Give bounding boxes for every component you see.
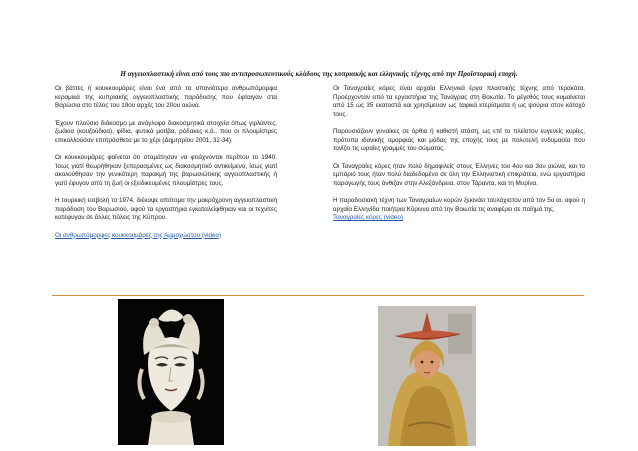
video-link-tanagra[interactable]: Ταναγραίες κόρες (video) (333, 214, 403, 221)
paragraph: Οι βάττες ή κουκκουμάρες είναι ένα από τα σπανιότερα ανθρωπόμορφα κεραμικά της κυπριακής αγγειοπλαστικής παράδοσης που έφταιγαν στα Βαρώσια στο τέλος του 19ου αρχές του 20ου αιώνα. (55, 85, 277, 109)
paragraph: Παρουσιάζουν γυναίκες σε όρθια ή καθιστή στάση, ως επί το πλείστον ευγενείς κυρίες, πρότυπα ιδανικής ομορφιάς και μόδας της εποχής τους με πολυτελή ενδυμασία που τονίζει τις ωραίες γραμμές του σώματος. (333, 128, 585, 152)
paragraph: Οι κουκκουμάρες φαίνεται ότι σταμάτησαν να φτιάχνονται περίπου το 1940. Ίσως γιατί θεωρήθηκαν ξεπερασμένες ως διακοσμητικό αντικείμενο, ίσως γιατί ακολούθησαν την γενικότερη παρακμή της βαρωσιώτικης αγγειοπλαστικής ή γιατί έφυγαν από τη ζωή οι εξειδικευμένες πλουμίστρες τους. (55, 154, 277, 187)
left-text-column (55, 85, 277, 240)
paragraph: Η τουρκική εισβολή το 1974, διέκοψε απότομα την μακρόχρονη αγγειοπλαστική παράδοση του Βαρωσιού, αφού τα εργαστήρια εγκαταλείφθηκαν και οι τεχνίτες κατέφυγαν σε άλλες πόλεις της Κύπρου. (55, 197, 277, 221)
koukkoumara-vessel-photo (118, 299, 224, 445)
video-link-koukkoumares[interactable]: Οι ανθρωπόμορφες κουκκουμάρες της Αμμοχώστου (video) (55, 231, 222, 239)
tanagra-figurine-photo (378, 306, 476, 446)
paragraph: Οι Ταναγραίες κόρες ήταν πολύ δημοφιλείς στους Έλληνες του 4ου και 3ου αιώνα, και το εμπόριό τους ήταν πολύ διαδεδομένο σε όλη την Ελληνιστική επικράτεια, ενώ εργαστήρια παραγωγής τους άνθιζαν στην Αλεξάνδρεια, στον Τάραντα, και τη Μυρίνα. (333, 162, 585, 187)
paragraph: Έχουν πλούσιο διάκοσμο με ανάγλυφα διακοσμητικά στοιχεία όπως γιρλάντες, ζωάκια (κουζούδκια), φίδια, φυτικά μοτίβα, ρόδακες κ.ά.. που οι πλουμίστρες επικολλούσαν επιπρόσθετα με το χέρι (Δημητρίου 2001, 32-34). (55, 119, 277, 144)
right-text-column (333, 85, 585, 223)
section-divider (52, 295, 584, 296)
paragraph: Οι Ταναγραίες κόρες είναι αρχαία Ελληνικά έργα πλαστικής τέχνης από τερακότα. Προέρχονταν από τα εργαστήρια της Τανάγρας στη Βοιωτία. Το μέγεθός τους κυμαίνεται από 15 ως 35 εκατοστά και χρησίμευαν ως ταφικά κτερίσματα ή ως ψούρια στον κάτοχό τους. (333, 85, 585, 118)
paragraph: Η παραδοσιακή τέχνη των Ταναγραίων κορών ξεκινάει τουλάχιστον από τον 5ο αι. αφού η αρχαία Ελληνίδα ποιήτρια Κόριννα από την Βοιωτία τις αναφέρει σε ποίημά της. (333, 197, 585, 213)
document-title: Η αγγειοπλαστική είναι από τους πιο αντιπροσωπευτικούς κλάδους της κυπριακής και ελληνικής τέχνης από την Προϊστορική εποχή. (120, 70, 518, 78)
